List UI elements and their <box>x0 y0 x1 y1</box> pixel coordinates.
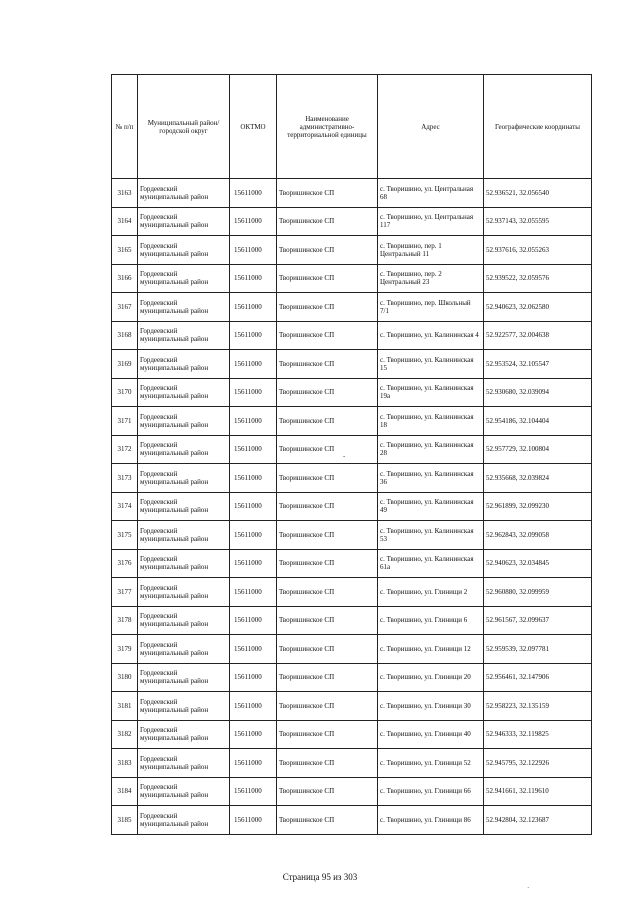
cell-unit: Творишинское СП <box>277 464 378 493</box>
cell-coordinates: 52.946333, 32.119825 <box>484 720 592 749</box>
cell-coordinates: 52.960880, 32.099959 <box>484 578 592 607</box>
cell-unit: Творишинское СП <box>277 606 378 635</box>
cell-address: с. Творишино, ул. Глинищи 66 <box>378 777 484 806</box>
cell-address: с. Творишино, ул. Калининская 49 <box>378 492 484 521</box>
cell-number: 3182 <box>112 720 138 749</box>
cell-unit: Творишинское СП <box>277 179 378 208</box>
cell-oktmo: 15611000 <box>230 207 277 236</box>
table-row <box>112 777 592 806</box>
cell-district: Гордеевский муниципальный район <box>138 407 230 436</box>
cell-address: с. Творишино, ул. Глинищи 2 <box>378 578 484 607</box>
cell-district: Гордеевский муниципальный район <box>138 264 230 293</box>
table-header <box>112 75 592 179</box>
cell-coordinates: 52.953524, 32.105547 <box>484 350 592 379</box>
cell-number: 3163 <box>112 179 138 208</box>
cell-address: с. Творишино, ул. Глинищи 86 <box>378 806 484 835</box>
cell-number: 3179 <box>112 635 138 664</box>
page-number: Страница 95 из 303 <box>282 872 358 882</box>
table-row <box>112 264 592 293</box>
cell-address: с. Творишино, ул. Калининская 4 <box>378 321 484 350</box>
cell-coordinates: 52.930680, 32.039094 <box>484 378 592 407</box>
table-row <box>112 293 592 322</box>
table-row <box>112 578 592 607</box>
cell-unit: Творишинское СП <box>277 435 378 464</box>
cell-oktmo: 15611000 <box>230 407 277 436</box>
cell-oktmo: 15611000 <box>230 293 277 322</box>
header-coordinates: Географические координаты <box>484 75 592 179</box>
cell-address: с. Творишино, ул. Калининская 18 <box>378 407 484 436</box>
table-row <box>112 635 592 664</box>
cell-address: с. Творишино, ул. Глинищи 40 <box>378 720 484 749</box>
cell-number: 3185 <box>112 806 138 835</box>
cell-coordinates: 52.940623, 32.062580 <box>484 293 592 322</box>
cell-number: 3165 <box>112 236 138 265</box>
cell-unit: Творишинское СП <box>277 236 378 265</box>
cell-oktmo: 15611000 <box>230 378 277 407</box>
cell-oktmo: 15611000 <box>230 606 277 635</box>
cell-address: с. Творишино, ул. Глинищи 12 <box>378 635 484 664</box>
cell-coordinates: 52.958223, 32.135159 <box>484 692 592 721</box>
table-row <box>112 806 592 835</box>
cell-unit: Творишинское СП <box>277 720 378 749</box>
cell-oktmo: 15611000 <box>230 720 277 749</box>
cell-oktmo: 15611000 <box>230 321 277 350</box>
cell-unit: Творишинское СП <box>277 777 378 806</box>
cell-district: Гордеевский муниципальный район <box>138 321 230 350</box>
cell-coordinates: 52.961567, 32.099637 <box>484 606 592 635</box>
cell-number: 3167 <box>112 293 138 322</box>
table-row <box>112 521 592 550</box>
cell-coordinates: 52.941661, 32.119610 <box>484 777 592 806</box>
table-row <box>112 321 592 350</box>
cell-number: 3183 <box>112 749 138 778</box>
cell-coordinates: 52.961899, 32.099230 <box>484 492 592 521</box>
cell-address: с. Творишино, пер. Школьный 7/1 <box>378 293 484 322</box>
cell-coordinates: 52.939522, 32.059576 <box>484 264 592 293</box>
cell-address: с. Творишино, пер. 1 Центральный 11 <box>378 236 484 265</box>
cell-district: Гордеевский муниципальный район <box>138 549 230 578</box>
cell-oktmo: 15611000 <box>230 692 277 721</box>
cell-oktmo: 15611000 <box>230 749 277 778</box>
cell-unit: Творишинское СП <box>277 806 378 835</box>
cell-unit: Творишинское СП <box>277 264 378 293</box>
cell-address: с. Творишино, ул. Центральная 68 <box>378 179 484 208</box>
cell-unit: Творишинское СП <box>277 663 378 692</box>
cell-oktmo: 15611000 <box>230 549 277 578</box>
cell-number: 3170 <box>112 378 138 407</box>
cell-number: 3169 <box>112 350 138 379</box>
cell-unit: Творишинское СП <box>277 749 378 778</box>
cell-number: 3172 <box>112 435 138 464</box>
cell-coordinates: 52.959539, 32.097781 <box>484 635 592 664</box>
cell-coordinates: 52.954186, 32.104404 <box>484 407 592 436</box>
cell-oktmo: 15611000 <box>230 236 277 265</box>
cell-oktmo: 15611000 <box>230 464 277 493</box>
table-row <box>112 749 592 778</box>
cell-address: с. Творишино, ул. Центральная 117 <box>378 207 484 236</box>
cell-district: Гордеевский муниципальный район <box>138 293 230 322</box>
scan-mark: · <box>527 884 530 892</box>
cell-number: 3181 <box>112 692 138 721</box>
header-address: Адрес <box>378 75 484 179</box>
cell-address: с. Творишино, ул. Калининская 53 <box>378 521 484 550</box>
cell-district: Гордеевский муниципальный район <box>138 435 230 464</box>
cell-unit: Творишинское СП <box>277 521 378 550</box>
cell-district: Гордеевский муниципальный район <box>138 720 230 749</box>
cell-number: 3184 <box>112 777 138 806</box>
cell-district: Гордеевский муниципальный район <box>138 492 230 521</box>
header-unit: Наименование административно-территориальной единицы <box>277 75 378 179</box>
cell-number: 3180 <box>112 663 138 692</box>
cell-unit: Творишинское СП <box>277 378 378 407</box>
cell-number: 3171 <box>112 407 138 436</box>
table-row <box>112 549 592 578</box>
cell-district: Гордеевский муниципальный район <box>138 179 230 208</box>
cell-district: Гордеевский муниципальный район <box>138 207 230 236</box>
cell-unit: Творишинское СП <box>277 207 378 236</box>
cell-address: с. Творишино, ул. Глинищи 30 <box>378 692 484 721</box>
cell-coordinates: 52.940623, 32.034845 <box>484 549 592 578</box>
cell-oktmo: 15611000 <box>230 435 277 464</box>
cell-unit: Творишинское СП <box>277 321 378 350</box>
cell-address: с. Творишино, ул. Глинищи 6 <box>378 606 484 635</box>
cell-district: Гордеевский муниципальный район <box>138 521 230 550</box>
cell-coordinates: 52.937616, 32.055263 <box>484 236 592 265</box>
cell-coordinates: 52.935668, 32.039824 <box>484 464 592 493</box>
cell-coordinates: 52.937143, 32.055595 <box>484 207 592 236</box>
cell-number: 3178 <box>112 606 138 635</box>
cell-district: Гордеевский муниципальный район <box>138 749 230 778</box>
scan-mark: - <box>343 452 346 460</box>
header-district: Муниципальный район/городской округ <box>138 75 230 179</box>
cell-unit: Творишинское СП <box>277 578 378 607</box>
cell-address: с. Творишино, ул. Калининская 61а <box>378 549 484 578</box>
table-row <box>112 236 592 265</box>
cell-unit: Творишинское СП <box>277 692 378 721</box>
cell-district: Гордеевский муниципальный район <box>138 236 230 265</box>
cell-address: с. Творишино, ул. Калининская 36 <box>378 464 484 493</box>
cell-oktmo: 15611000 <box>230 350 277 379</box>
cell-address: с. Творишино, ул. Калининская 28 <box>378 435 484 464</box>
registry-table <box>111 74 592 835</box>
cell-unit: Творишинское СП <box>277 635 378 664</box>
cell-district: Гордеевский муниципальный район <box>138 464 230 493</box>
cell-district: Гордеевский муниципальный район <box>138 777 230 806</box>
cell-unit: Творишинское СП <box>277 407 378 436</box>
cell-district: Гордеевский муниципальный район <box>138 663 230 692</box>
cell-district: Гордеевский муниципальный район <box>138 378 230 407</box>
cell-number: 3174 <box>112 492 138 521</box>
cell-coordinates: 52.962843, 32.099058 <box>484 521 592 550</box>
cell-unit: Творишинское СП <box>277 549 378 578</box>
table-row <box>112 207 592 236</box>
cell-district: Гордеевский муниципальный район <box>138 578 230 607</box>
table-row <box>112 378 592 407</box>
table-row <box>112 720 592 749</box>
cell-unit: Творишинское СП <box>277 492 378 521</box>
cell-oktmo: 15611000 <box>230 635 277 664</box>
cell-oktmo: 15611000 <box>230 578 277 607</box>
cell-district: Гордеевский муниципальный район <box>138 635 230 664</box>
cell-oktmo: 15611000 <box>230 264 277 293</box>
cell-coordinates: 52.945795, 32.122926 <box>484 749 592 778</box>
cell-number: 3175 <box>112 521 138 550</box>
cell-oktmo: 15611000 <box>230 806 277 835</box>
table-row <box>112 435 592 464</box>
table-row <box>112 407 592 436</box>
cell-coordinates: 52.922577, 32.004638 <box>484 321 592 350</box>
cell-coordinates: 52.942804, 32.123687 <box>484 806 592 835</box>
cell-coordinates: 52.957729, 32.100804 <box>484 435 592 464</box>
cell-oktmo: 15611000 <box>230 777 277 806</box>
cell-district: Гордеевский муниципальный район <box>138 692 230 721</box>
table-row <box>112 692 592 721</box>
cell-number: 3176 <box>112 549 138 578</box>
cell-coordinates: 52.936521, 32.056540 <box>484 179 592 208</box>
cell-address: с. Творишино, пер. 2 Центральный 23 <box>378 264 484 293</box>
cell-number: 3173 <box>112 464 138 493</box>
table-row <box>112 179 592 208</box>
cell-oktmo: 15611000 <box>230 492 277 521</box>
cell-unit: Творишинское СП <box>277 293 378 322</box>
cell-address: с. Творишино, ул. Глинищи 20 <box>378 663 484 692</box>
cell-district: Гордеевский муниципальный район <box>138 806 230 835</box>
cell-coordinates: 52.956461, 32.147906 <box>484 663 592 692</box>
cell-number: 3177 <box>112 578 138 607</box>
header-number: № п/п <box>112 75 138 179</box>
table-row <box>112 606 592 635</box>
cell-oktmo: 15611000 <box>230 179 277 208</box>
cell-oktmo: 15611000 <box>230 663 277 692</box>
table-row <box>112 350 592 379</box>
cell-oktmo: 15611000 <box>230 521 277 550</box>
cell-district: Гордеевский муниципальный район <box>138 350 230 379</box>
cell-number: 3168 <box>112 321 138 350</box>
cell-address: с. Творишино, ул. Глинищи 52 <box>378 749 484 778</box>
table-row <box>112 464 592 493</box>
table-body <box>112 179 592 835</box>
table-row <box>112 492 592 521</box>
header-oktmo: ОКТМО <box>230 75 277 179</box>
cell-address: с. Творишино, ул. Калининская 15 <box>378 350 484 379</box>
table-row <box>112 663 592 692</box>
cell-district: Гордеевский муниципальный район <box>138 606 230 635</box>
cell-number: 3164 <box>112 207 138 236</box>
cell-address: с. Творишино, ул. Калининская 19а <box>378 378 484 407</box>
cell-number: 3166 <box>112 264 138 293</box>
cell-unit: Творишинское СП <box>277 350 378 379</box>
